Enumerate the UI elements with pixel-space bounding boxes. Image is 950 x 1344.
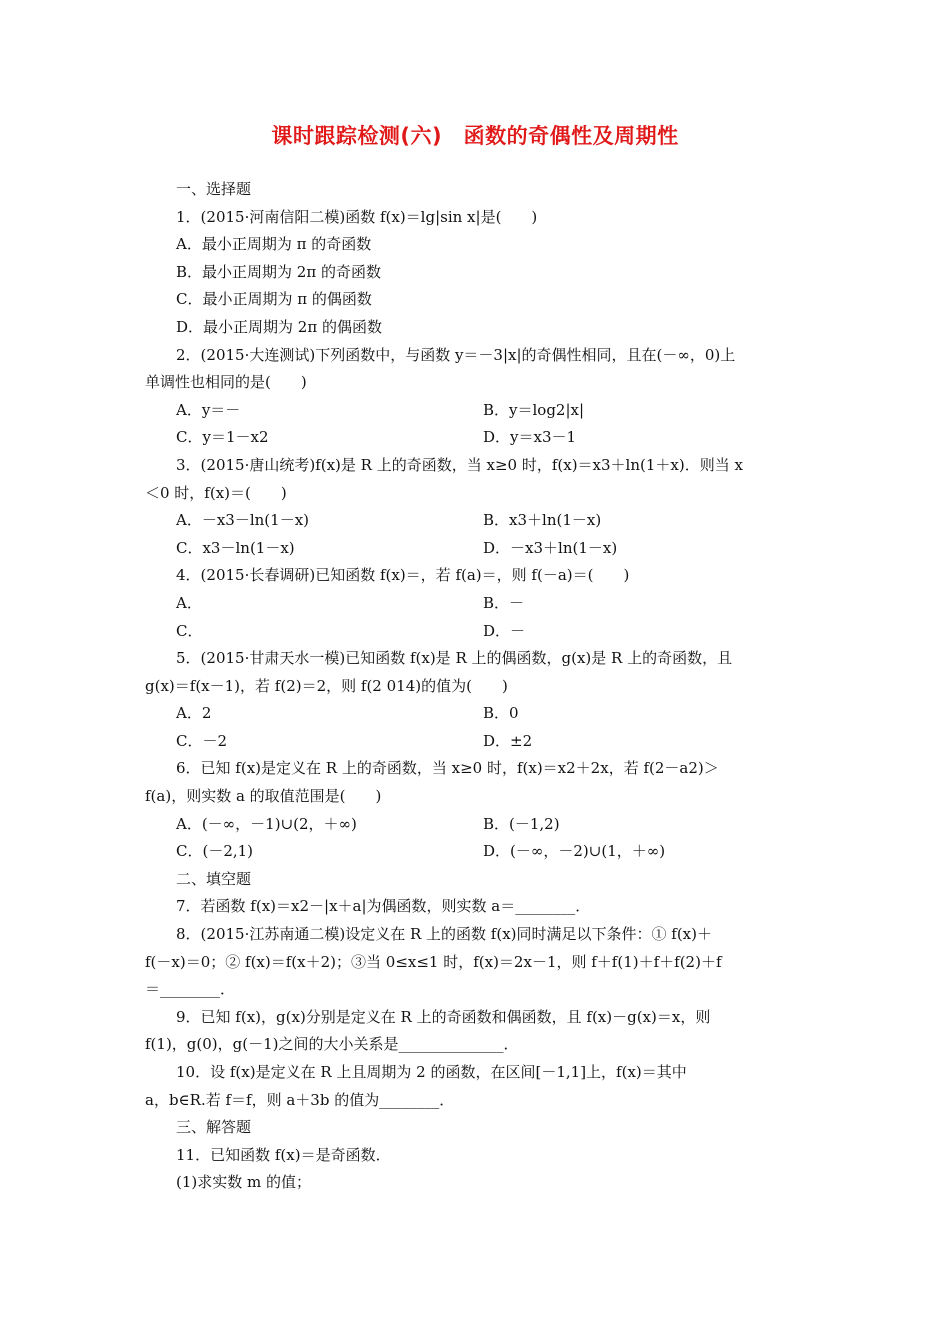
question-8-line2: f(－x)＝0；② f(x)＝f(x＋2)；③当 0≤x≤1 时，f(x)＝2x－1，则 f＋f(1)＋f＋f(2)＋f (145, 952, 722, 971)
question-4-option-b: B．－ (483, 593, 525, 612)
question-2-option-c: C．y＝1－x2 (176, 428, 269, 447)
question-5-option-a: A．2 (176, 704, 212, 723)
question-3-options-row2 (0, 535, 950, 563)
question-5-options-row2 (0, 728, 950, 756)
question-2-option-b: B．y＝log2|x| (483, 400, 585, 419)
question-9-line2: f(1)，g(0)，g(－1)之间的大小关系是______________． (145, 1035, 519, 1054)
question-2-stem-line1: 2．(2015·大连测试)下列函数中，与函数 y＝－3|x|的奇偶性相同，且在(－∞，0)上 (176, 345, 736, 364)
question-6-stem-line1: 6．已知 f(x)是定义在 R 上的奇函数，当 x≥0 时，f(x)＝x2＋2x，若 f(2－a2)＞ (176, 759, 719, 778)
question-5-stem-line1: 5．(2015·甘肃天水一模)已知函数 f(x)是 R 上的偶函数，g(x)是 R 上的奇函数，且 (176, 649, 733, 668)
question-11-stem: 11．已知函数 f(x)＝是奇函数． (176, 1145, 391, 1164)
question-6-options-row2 (0, 838, 950, 866)
question-3-stem-line2: ＜0 时，f(x)＝( ) (145, 483, 287, 502)
question-3-options-row1 (0, 507, 950, 535)
question-3-option-c: C．x3－ln(1－x) (176, 538, 295, 557)
question-3-option-a: A．－x3－ln(1－x) (176, 511, 310, 530)
question-1-option-a: A．最小正周期为 π 的奇函数 (176, 235, 372, 254)
question-6-stem-line2: f(a)，则实数 a 的取值范围是( ) (145, 787, 382, 806)
section-heading-answer: 三、解答题 (176, 1118, 252, 1137)
question-6-options-row1 (0, 811, 950, 839)
question-5-option-b: B．0 (483, 704, 519, 723)
question-4-option-a: A． (176, 593, 202, 612)
question-4-stem: 4．(2015·长春调研)已知函数 f(x)＝，若 f(a)＝，则 f(－a)＝( ) (176, 566, 630, 585)
question-3-option-b: B．x3＋ln(1－x) (483, 511, 602, 530)
question-4-option-d: D．－ (483, 621, 526, 640)
question-6-option-c: C．(－2,1) (176, 842, 254, 861)
question-11-part-1: (1)求实数 m 的值； (176, 1173, 312, 1192)
content (0, 176, 950, 1197)
question-10-line1: 10．设 f(x)是定义在 R 上且周期为 2 的函数，在区间[－1,1]上，f(x)＝其中 (176, 1063, 687, 1081)
question-4-option-c: C． (176, 621, 203, 640)
question-9-line1: 9．已知 f(x)，g(x)分别是定义在 R 上的奇函数和偶函数，且 f(x)－g(x)＝x，则 (176, 1007, 711, 1026)
question-2-options-row2 (0, 424, 950, 452)
page-title: 课时跟踪检测(六) 函数的奇偶性及周期性 (271, 124, 679, 148)
question-2-option-a: A．y＝－ (176, 400, 241, 419)
question-2-stem-line2: 单调性也相同的是( ) (145, 373, 307, 392)
question-4-options-row1 (0, 590, 950, 618)
question-1-option-c: C．最小正周期为 π 的偶函数 (176, 290, 372, 309)
question-7: 7．若函数 f(x)＝x2－|x＋a|为偶函数，则实数 a＝________． (176, 897, 591, 916)
question-5-options-row1 (0, 700, 950, 728)
question-1-option-d: D．最小正周期为 2π 的偶函数 (176, 317, 382, 336)
section-heading-choice: 一、选择题 (176, 180, 252, 198)
question-6-option-d: D．(－∞，－2)∪(1，＋∞) (483, 842, 666, 861)
question-5-stem-line2: g(x)＝f(x－1)，若 f(2)＝2，则 f(2 014)的值为( ) (145, 676, 508, 695)
question-2-option-d: D．y＝x3－1 (483, 428, 577, 447)
question-8-line1: 8．(2015·江苏南通二模)设定义在 R 上的函数 f(x)同时满足以下条件：① f(x)＋ (176, 925, 712, 944)
section-heading-fill: 二、填空题 (176, 869, 252, 888)
question-5-option-c: C．－2 (176, 731, 228, 750)
question-10-line2: a，b∈R.若 f＝f，则 a＋3b 的值为________． (145, 1090, 455, 1109)
question-3-option-d: D．－x3＋ln(1－x) (483, 538, 618, 557)
question-1-option-b: B．最小正周期为 2π 的奇函数 (176, 262, 381, 281)
question-1-stem: 1．(2015·河南信阳二模)函数 f(x)＝lg|sin x|是( ) (176, 207, 538, 226)
question-3-stem-line1: 3．(2015·唐山统考)f(x)是 R 上的奇函数，当 x≥0 时，f(x)＝x3＋ln(1＋x)．则当 x (176, 455, 743, 474)
question-6-option-b: B．(－1,2) (483, 814, 560, 833)
question-2-options-row1 (0, 397, 950, 425)
question-5-option-d: D．±2 (483, 731, 533, 750)
question-4-options-row2 (0, 618, 950, 646)
question-6-option-a: A．(－∞，－1)∪(2，＋∞) (176, 814, 357, 833)
question-8-line3: ＝________． (145, 980, 236, 999)
